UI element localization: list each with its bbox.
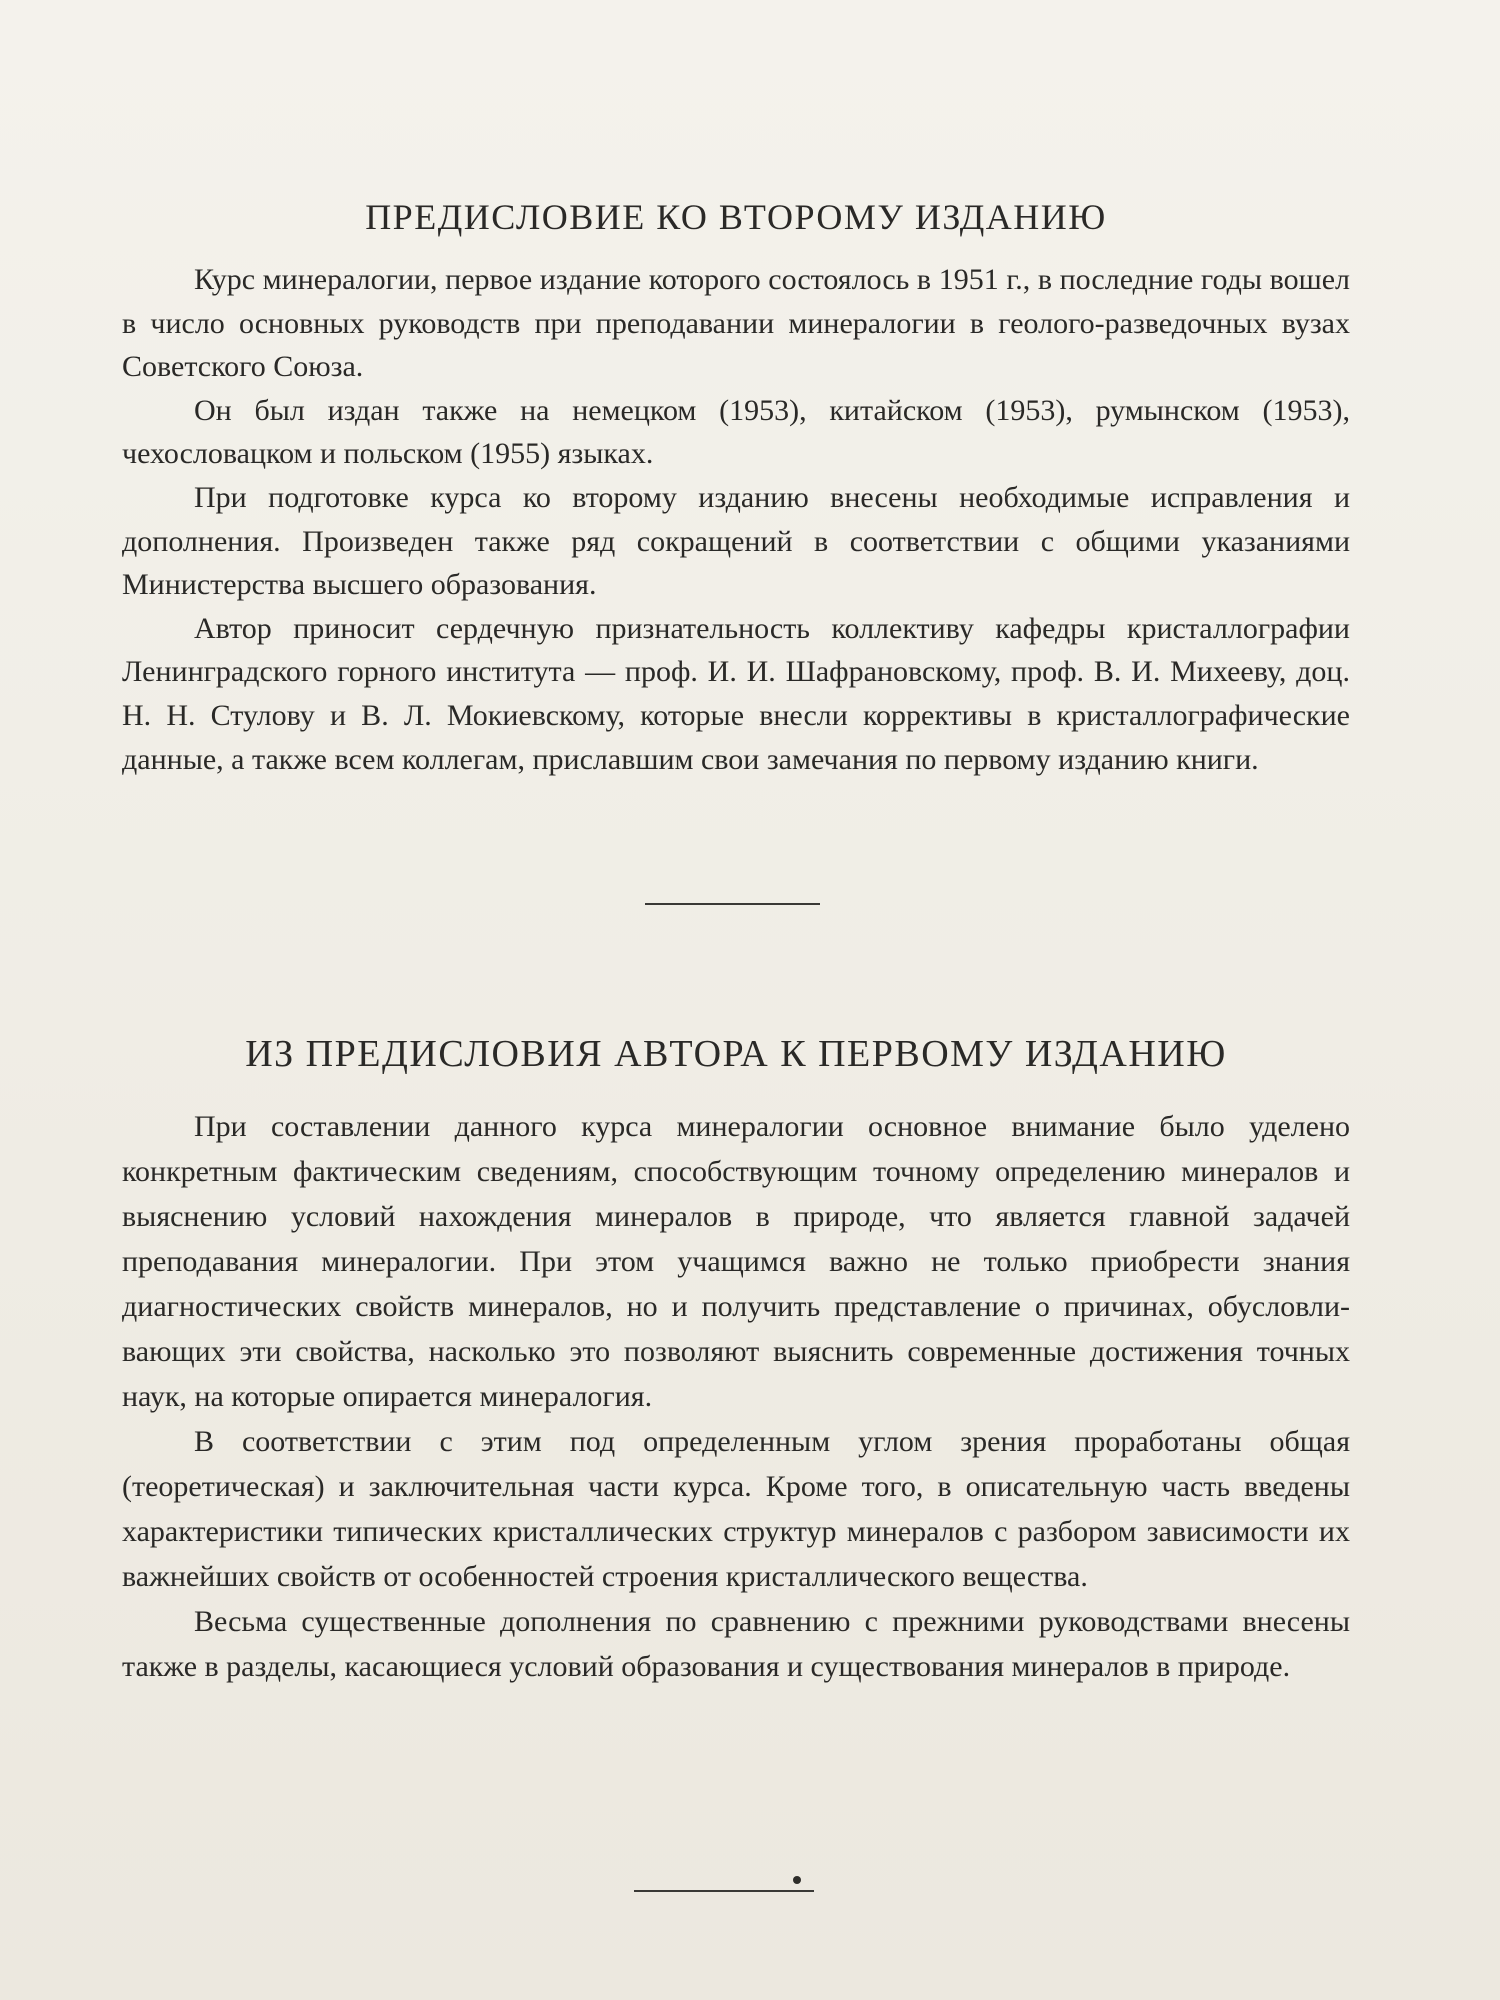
ink-dot [793,1876,801,1884]
paragraph: Весьма существенные дополнения по сравнению с прежними руководствами внесены также в разделы, касающиеся условий образования и существования минералов в природе. [122,1605,1350,1683]
section-heading: ПРЕДИСЛОВИЕ КО ВТОРОМУ ИЗДАНИЮ [365,197,1107,237]
paragraph: При подготовке курса ко второму изданию внесены необходимые исправления и дополнения. Произведен также ряд сокращений в соответствии с общими указаниями Министерства высшего образования. [122,480,1350,602]
paragraph: При составлении данного курса минералогии основное внимание было уделено конкретным фактическим сведениям, способствующим точному определению минералов и выяснению условий нахождения минералов в природе, что является главной задачей преподавания минералогии. При этом учащимся важно не только приобрести знания диагностических свойств минералов, но и получить представление о причинах, обусловливающих эти свойства, насколько это позволяют выяснить современные достижения точных наук, на которые опирается минералогия. [122,1110,1350,1413]
paragraph: Автор приносит сердечную признательность коллективу кафедры кристаллографии Ленинградского горного института — проф. И. И. Шафрановскому, проф. В. И. Михееву, доц. Н. Н. Стулову и В. Л. Мокиевскому, которые внесли коррективы в кристаллографические данные, а также всем коллегам, приславшим свои замечания по первому изданию книги. [122,611,1350,776]
preface-second-edition [122,196,1350,781]
section-divider [634,1890,814,1892]
paragraph: Курс минералогии, первое издание которого состоялось в 1951 г., в последние годы вошел в число основных руководств при преподавании минералогии в геолого-разведочных вузах Советского Союза. [122,263,1350,384]
section-heading: ИЗ ПРЕДИСЛОВИЯ АВТОРА К ПЕРВОМУ ИЗДАНИЮ [245,1033,1227,1075]
paragraph: В соответствии с этим под определенным углом зрения проработаны общая (теоретическая) и заключительная части курса. Кроме того, в описательную часть введены характеристики типических кристаллических структур минералов с разбором зависимости их важнейших свойств от особенностей строения кристаллического вещества. [122,1425,1350,1593]
preface-first-edition [122,1032,1350,1689]
paragraph: Он был издан также на немецком (1953), китайском (1953), румынском (1953), чехословацком и польском (1955) языках. [122,393,1350,471]
section-divider [645,903,820,905]
